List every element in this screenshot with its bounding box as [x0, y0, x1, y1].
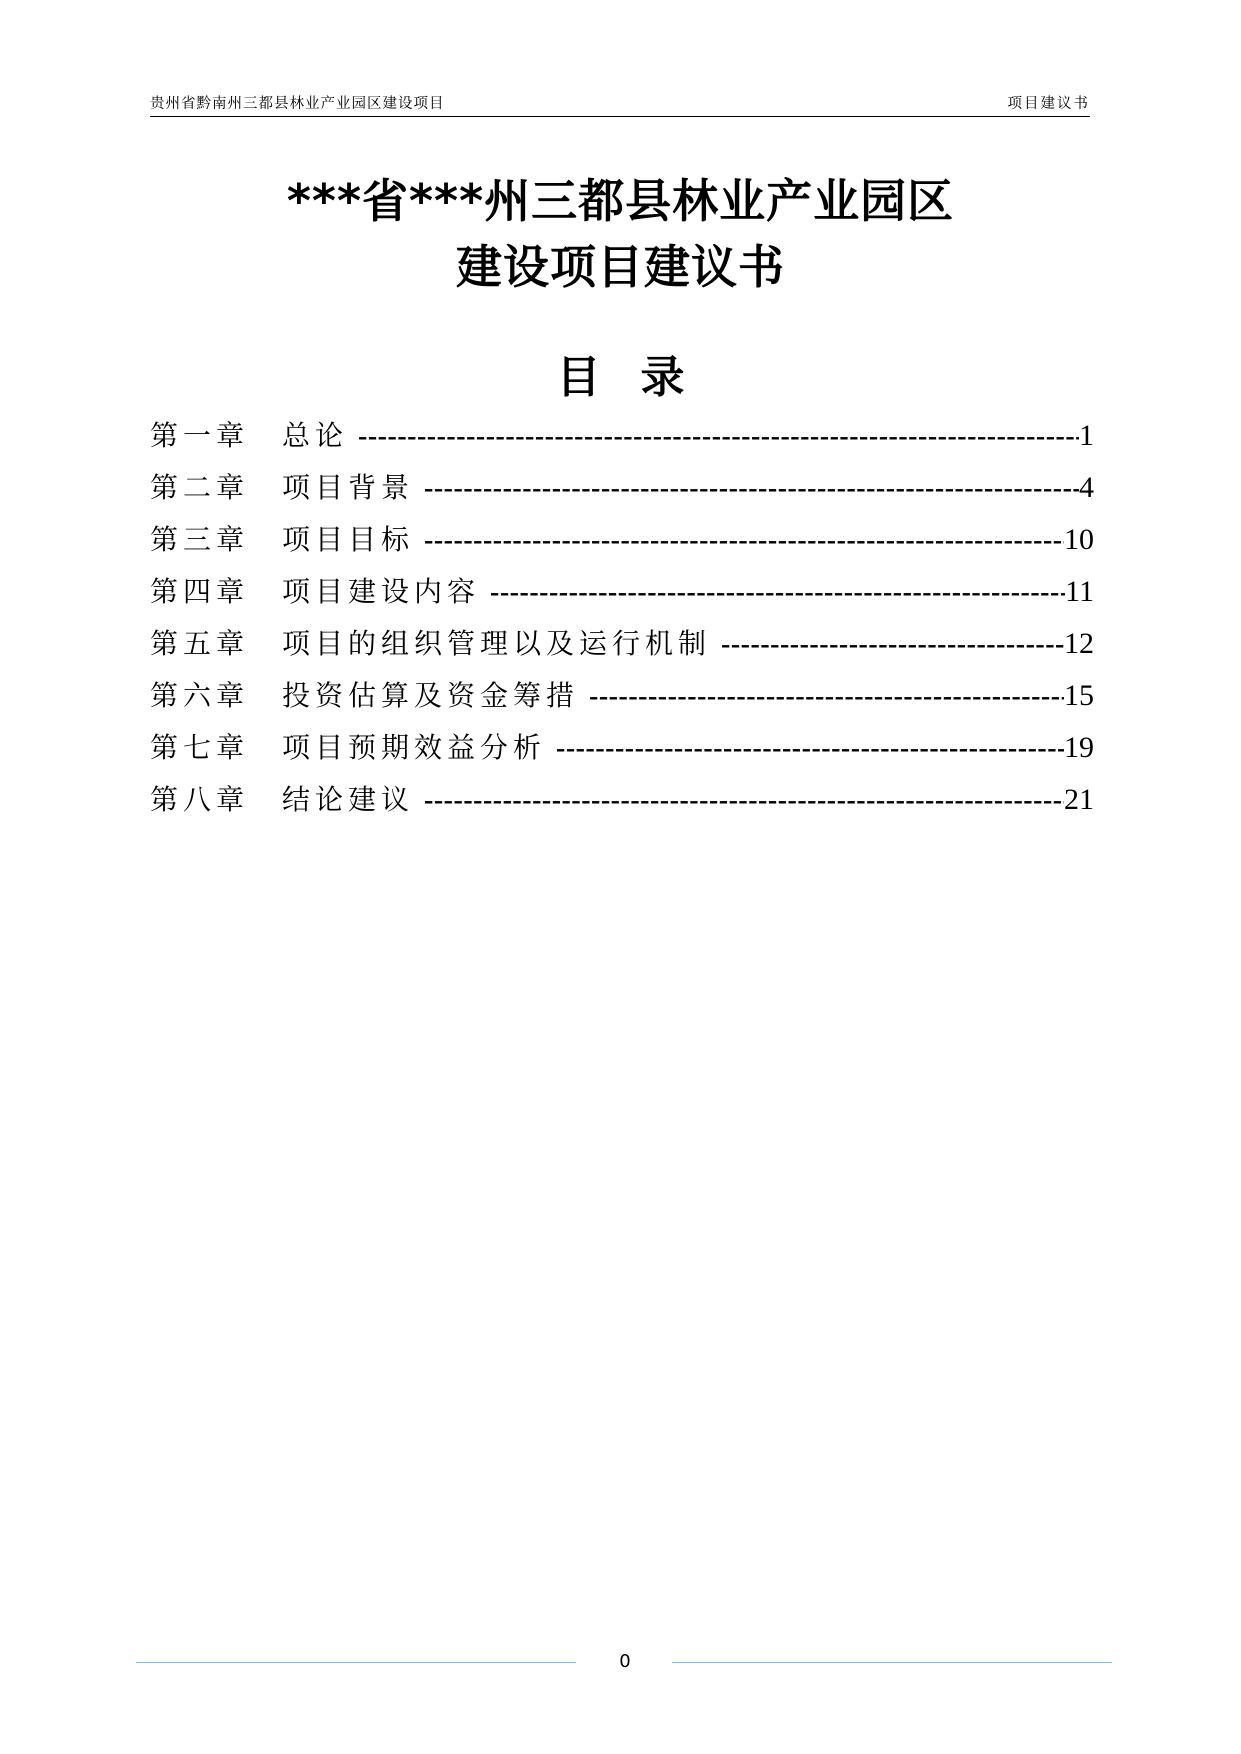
- title-line-2: 建设项目建议书: [456, 240, 785, 294]
- toc-chapter-number: 第四章: [150, 575, 250, 608]
- toc-chapter-title: 项目背景: [282, 471, 415, 504]
- toc-entry[interactable]: [150, 722, 1094, 774]
- toc-dot-leader: [556, 723, 1064, 774]
- toc-chapter-title: 结论建议: [282, 783, 415, 816]
- toc-page-number: 19: [1064, 731, 1094, 764]
- title-line-1: ***省***州三都县林业产业园区: [286, 174, 955, 228]
- toc-dot-leader: [490, 567, 1065, 618]
- toc-chapter-number: 第八章: [150, 783, 250, 816]
- toc-dot-leader: [589, 671, 1064, 722]
- toc-entry[interactable]: [150, 462, 1094, 514]
- toc-chapter-number: 第七章: [150, 731, 250, 764]
- toc-chapter-title: 项目的组织管理以及运行机制: [282, 627, 712, 660]
- toc-chapter-title: 总论: [282, 419, 349, 452]
- toc-chapter-title: 项目建设内容: [282, 575, 481, 608]
- toc-entry[interactable]: [150, 566, 1094, 618]
- toc-chapter-number: 第二章: [150, 471, 250, 504]
- toc-dot-leader: [721, 619, 1064, 670]
- header-document-type: 项目建议书: [1007, 96, 1090, 112]
- toc-page-number: 11: [1065, 575, 1094, 608]
- toc-chapter-number: 第六章: [150, 679, 250, 712]
- document-title: [0, 168, 1241, 300]
- table-of-contents: [150, 410, 1094, 826]
- toc-chapter-number: 第五章: [150, 627, 250, 660]
- footer-page-number: 0: [619, 1651, 631, 1672]
- toc-entry[interactable]: [150, 618, 1094, 670]
- running-header: [150, 92, 1090, 117]
- toc-page-number: 12: [1064, 627, 1094, 660]
- toc-entry[interactable]: [150, 670, 1094, 722]
- toc-page-number: 15: [1064, 679, 1094, 712]
- toc-entry[interactable]: [150, 774, 1094, 826]
- header-project-name: 贵州省黔南州三都县林业产业园区建设项目: [150, 96, 445, 112]
- toc-entry[interactable]: [150, 410, 1094, 462]
- toc-page-number: 4: [1079, 471, 1094, 504]
- toc-page-number: 21: [1064, 783, 1094, 816]
- toc-chapter-number: 第一章: [150, 419, 250, 452]
- footer-rule-left: [136, 1662, 576, 1663]
- toc-dot-leader: [358, 411, 1079, 462]
- toc-heading: 目录: [556, 352, 725, 403]
- toc-dot-leader: [424, 775, 1064, 826]
- toc-chapter-title: 投资估算及资金筹措: [282, 679, 580, 712]
- toc-entry[interactable]: [150, 514, 1094, 566]
- toc-page-number: 1: [1079, 419, 1094, 452]
- toc-dot-leader: [424, 515, 1064, 566]
- toc-chapter-title: 项目预期效益分析: [282, 731, 547, 764]
- footer-rule-right: [672, 1662, 1112, 1663]
- toc-dot-leader: [424, 463, 1079, 514]
- toc-page-number: 10: [1064, 523, 1094, 556]
- toc-chapter-title: 项目目标: [282, 523, 415, 556]
- toc-chapter-number: 第三章: [150, 523, 250, 556]
